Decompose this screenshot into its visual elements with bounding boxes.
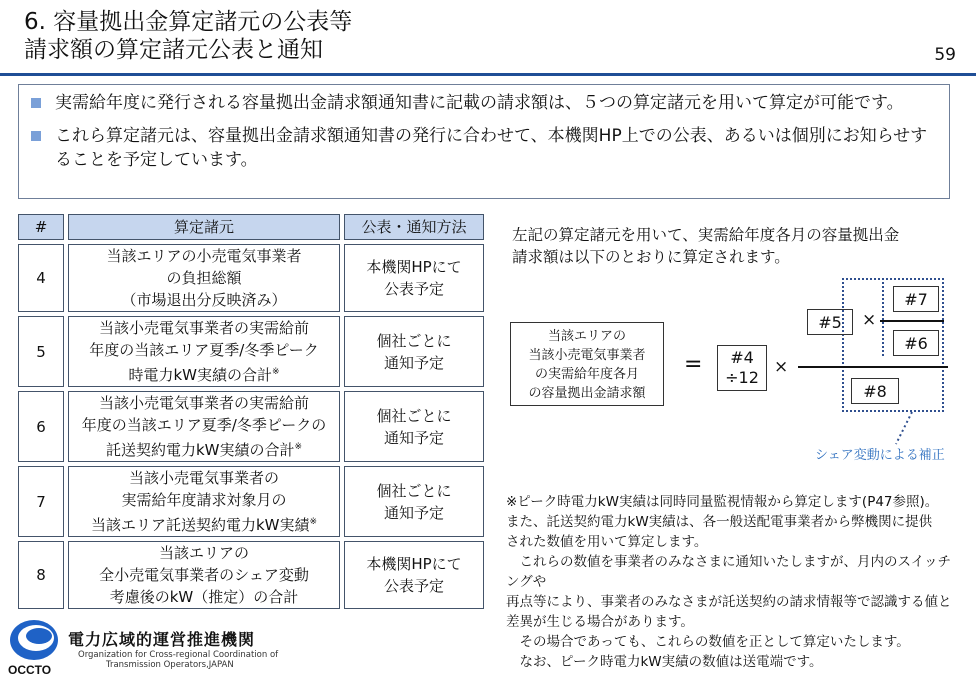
method-line: 個社ごとに [376, 481, 452, 500]
org-name-en-2: Transmission Operators,JAPAN [106, 660, 234, 670]
term-6-box [893, 330, 939, 356]
bullet-text: これら算定諸元は、容量拠出金請求額通知書の発行に合わせて、本機関HP上での公表、あるいは個別にお知らせすることを予定しています。 [55, 126, 928, 170]
row-item [68, 541, 340, 609]
row-item [68, 316, 340, 387]
term-5-box [807, 309, 853, 335]
formula-lhs-box [510, 322, 664, 406]
row-item [68, 244, 340, 312]
note-line: また、託送契約電力kW実績は、各一般送配電事業者から弊機関に提供 [506, 514, 933, 530]
term-7-box [893, 286, 939, 312]
method-line: 本機関HPにて [366, 555, 462, 573]
method-line: 個社ごとに [376, 406, 452, 425]
item-line: （市場退出分反映済み） [121, 291, 287, 309]
method-line: 個社ごとに [376, 331, 452, 350]
header-item: 算定諸元 [68, 214, 340, 240]
method-line: 公表予定 [383, 577, 444, 595]
intro-line: 左記の算定諸元を用いて、実需給年度各月の容量拠出金 [512, 226, 900, 244]
bullet-text: 実需給年度に発行される容量拠出金請求額通知書に記載の請求額は、５つの算定諸元を用いて算定が可能です。 [55, 93, 904, 113]
item-line: 当該エリアの [158, 544, 249, 562]
item-line: 年度の当該エリア夏季/冬季ピーク [89, 341, 319, 359]
method-line: 公表予定 [383, 280, 444, 298]
method-line: 通知予定 [383, 353, 444, 372]
row-method [344, 316, 484, 387]
lhs-line: の実需給年度各月 [534, 367, 639, 382]
row-method [344, 244, 484, 312]
footnote-mark: ※ [271, 367, 280, 377]
table-header-row [18, 214, 484, 240]
row-number: 6 [18, 391, 64, 462]
method-line: 通知予定 [383, 503, 444, 522]
item-line: 実需給年度請求対象月の [121, 491, 287, 509]
item-line: 当該小売電気事業者の実需給前 [98, 394, 309, 412]
term-6-label: #6 [904, 334, 928, 353]
formula-intro [512, 224, 952, 268]
organization-name [68, 627, 278, 670]
term-8-box [851, 378, 899, 404]
footnote-mark: ※ [294, 442, 303, 452]
intro-line: 請求額は以下のとおりに算定されます。 [512, 248, 790, 266]
item-line [73, 361, 335, 386]
row-number: 5 [18, 316, 64, 387]
equals-sign: = [684, 352, 703, 377]
note-line: その場合であっても、これらの数値を正として算定いたします。 [506, 634, 910, 650]
lhs-line: 当該小売電気事業者 [528, 348, 646, 363]
row-method [344, 541, 484, 609]
bullet-item [29, 91, 939, 115]
page-number: 59 [934, 45, 956, 65]
row-number: 4 [18, 244, 64, 312]
title-line-1: 6. 容量拠出金算定諸元の公表等 [24, 9, 353, 35]
row-number: 7 [18, 466, 64, 537]
note-line: された数値を用いて算定します。 [506, 534, 708, 550]
term-5-label: #5 [818, 313, 842, 332]
org-name-jp: 電力広域的運営推進機関 [68, 630, 256, 649]
item-line-text: 当該エリア託送契約電力kW実績 [90, 516, 310, 534]
title-line-2: 請求額の算定諸元公表と通知 [24, 37, 323, 63]
method-line: 通知予定 [383, 428, 444, 447]
occto-logo [6, 616, 62, 680]
lhs-line: の容量拠出金請求額 [528, 386, 646, 401]
row-item [68, 391, 340, 462]
org-name-en-1: Organization for Cross-regional Coordination of [78, 650, 279, 660]
lhs-line: 当該エリアの [547, 329, 626, 344]
note-line: ※ピーク時電力kW実績は同時同量監視情報から算定します(P47参照)。 [506, 494, 939, 510]
note-line: 差異が生じる場合があります。 [506, 614, 694, 630]
inner-fraction-line [880, 320, 944, 322]
item-line [73, 436, 335, 461]
item-line: 当該小売電気事業者の実需給前 [98, 319, 309, 337]
table-row [18, 316, 484, 387]
row-item [68, 466, 340, 537]
times-sign-inner: × [862, 310, 877, 330]
dotted-pointer [890, 412, 920, 448]
term-4-box [717, 345, 767, 391]
times-sign: × [774, 357, 789, 377]
item-line: 全小売電気事業者のシェア変動 [99, 566, 309, 584]
page-title [24, 8, 352, 64]
share-correction-label: シェア変動による補正 [815, 448, 945, 463]
parameters-table [14, 210, 488, 613]
item-line: 当該エリアの小売電気事業者 [106, 247, 302, 265]
row-method [344, 391, 484, 462]
term-8-label: #8 [863, 382, 887, 401]
term-7-label: #7 [904, 290, 928, 309]
table-row [18, 466, 484, 537]
term-4-top: #4 [730, 348, 754, 367]
title-rule [0, 73, 976, 76]
table-row [18, 541, 484, 609]
summary-box [18, 84, 950, 199]
method-line: 本機関HPにて [366, 258, 462, 276]
item-line: 年度の当該エリア夏季/冬季ピークの [81, 416, 327, 434]
note-line: なお、ピーク時電力kW実績の数値は送電端です。 [506, 654, 823, 670]
header-num: # [18, 214, 64, 240]
logo-text: OCCTO [8, 663, 52, 676]
note-line: 再点等により、事業者のみなさまが託送契約の請求情報等で認識する値と [506, 594, 952, 610]
item-line-text: 時電力kW実績の合計 [128, 366, 272, 384]
square-bullet-icon [31, 98, 41, 108]
row-method [344, 466, 484, 537]
note-line: これらの数値を事業者のみなさまに通知いたしますが、月内のスイッチングや [506, 554, 951, 590]
square-bullet-icon [31, 131, 41, 141]
item-line: の負担総額 [166, 269, 242, 287]
item-line: 考慮後のkW（推定）の合計 [109, 588, 299, 606]
footnote-mark: ※ [309, 517, 318, 527]
term-4-bottom: ÷12 [725, 368, 759, 387]
bullet-item [29, 124, 939, 172]
table-row [18, 391, 484, 462]
item-line: 当該小売電気事業者の [128, 469, 279, 487]
table-row [18, 244, 484, 312]
item-line-text: 託送契約電力kW実績の合計 [105, 441, 295, 459]
header-method: 公表・通知方法 [344, 214, 484, 240]
row-number: 8 [18, 541, 64, 609]
footnote-block [506, 492, 958, 672]
occto-logo-icon [6, 616, 62, 676]
main-fraction-line [798, 366, 948, 368]
item-line [73, 511, 335, 536]
